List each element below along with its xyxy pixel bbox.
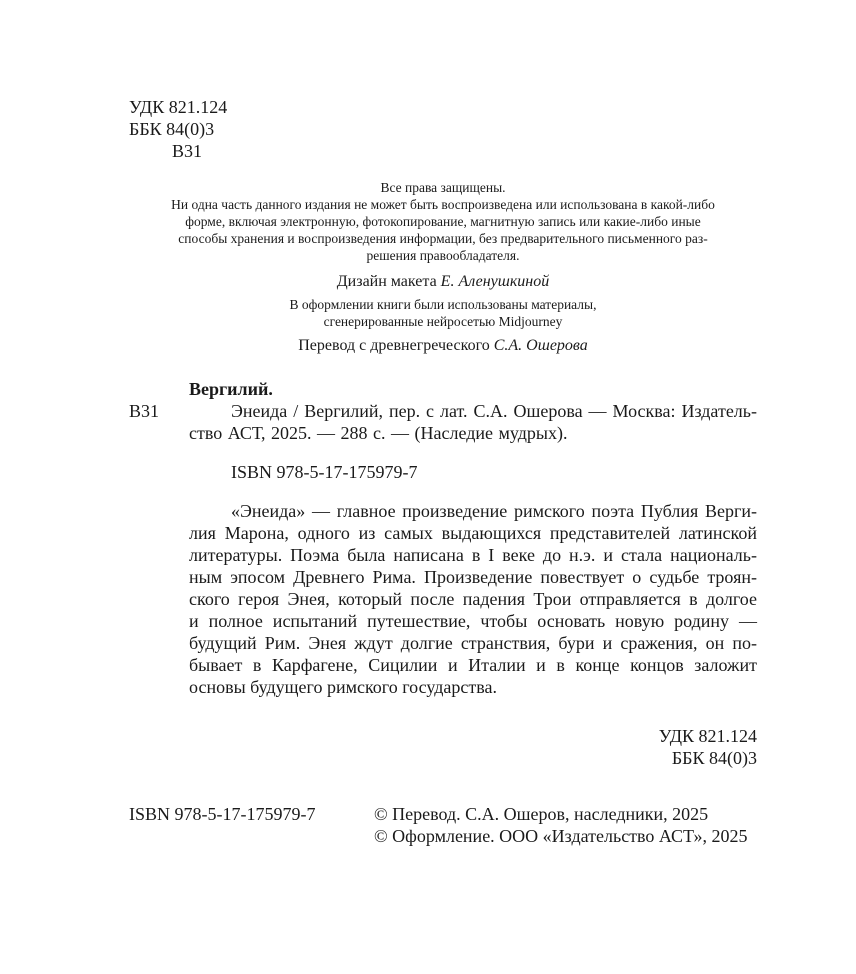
annotation-line: основы будущего римского государства. (189, 677, 497, 697)
annotation-line: ского героя Энея, который после падения Трои отправляется в долгое (189, 589, 757, 609)
udk-code-top: УДК 821.124 (129, 97, 228, 117)
materials-note-line: В оформлении книги были использованы материалы, (289, 297, 597, 312)
annotation-line: бывает в Карфагене, Сицилии и Италии и в конце концов заложит (189, 655, 757, 675)
annotation-line: «Энеида» — главное произведение римского поэта Публия Верги- (231, 501, 757, 521)
design-credit-prefix: Дизайн макета (336, 273, 441, 290)
translation-credit (100, 336, 786, 355)
rights-title: Все права защищены. (380, 180, 506, 195)
annotation-line: и полное испытаний путешествие, чтобы основать новую родину — (189, 611, 757, 631)
catalog-entry-line: ство АСТ, 2025. — 288 с. — (Наследие мудрых). (189, 423, 568, 443)
copyright-translation: © Перевод. С.А. Ошеров, наследники, 2025 (374, 804, 709, 824)
catalog-entry-line: Энеида / Вергилий, пер. с лат. С.А. Ошерова — Москва: Издатель- (231, 401, 757, 421)
udk-code-bottom: УДК 821.124 (658, 726, 757, 746)
bbk-code-bottom: ББК 84(0)3 (671, 748, 757, 768)
rights-line: способы хранения и воспроизведения информации, без предварительного письменного раз- (178, 231, 708, 246)
materials-note-line: сгенерированные нейросетью Midjourney (323, 314, 563, 329)
translator-name: С.А. Ошерова (493, 337, 588, 354)
catalog-author-mark: В31 (129, 401, 160, 421)
rights-line: форме, включая электронную, фотокопирование, магнитную запись или какие-либо иные (185, 214, 701, 229)
catalog-isbn: ISBN 978-5-17-175979-7 (231, 462, 418, 482)
copyright-design: © Оформление. ООО «Издательство АСТ», 2025 (374, 826, 748, 846)
translation-credit-prefix: Перевод с древнегреческого (298, 337, 494, 354)
author-mark-top: В31 (172, 141, 203, 161)
bbk-code-top: ББК 84(0)3 (129, 119, 215, 139)
catalog-author-heading: Вергилий. (189, 379, 273, 399)
footer-isbn: ISBN 978-5-17-175979-7 (129, 804, 316, 824)
designer-name: Е. Аленушкиной (440, 273, 550, 290)
design-credit (100, 272, 786, 291)
rights-line: Ни одна часть данного издания не может быть воспроизведена или использована в какой-либо (171, 197, 715, 212)
rights-line: решения правообладателя. (366, 248, 520, 263)
annotation-line: лия Марона, одного из самых выдающихся представителей латинской (189, 523, 757, 543)
annotation-line: ным эпосом Древнего Рима. Произведение повествует о судьбе троян- (189, 567, 757, 587)
annotation-line: литературы. Поэма была написана в I веке до н.э. и стала националь- (189, 545, 757, 565)
annotation-line: будущий Рим. Энея ждут долгие странствия, бури и сражения, он по- (189, 633, 757, 653)
